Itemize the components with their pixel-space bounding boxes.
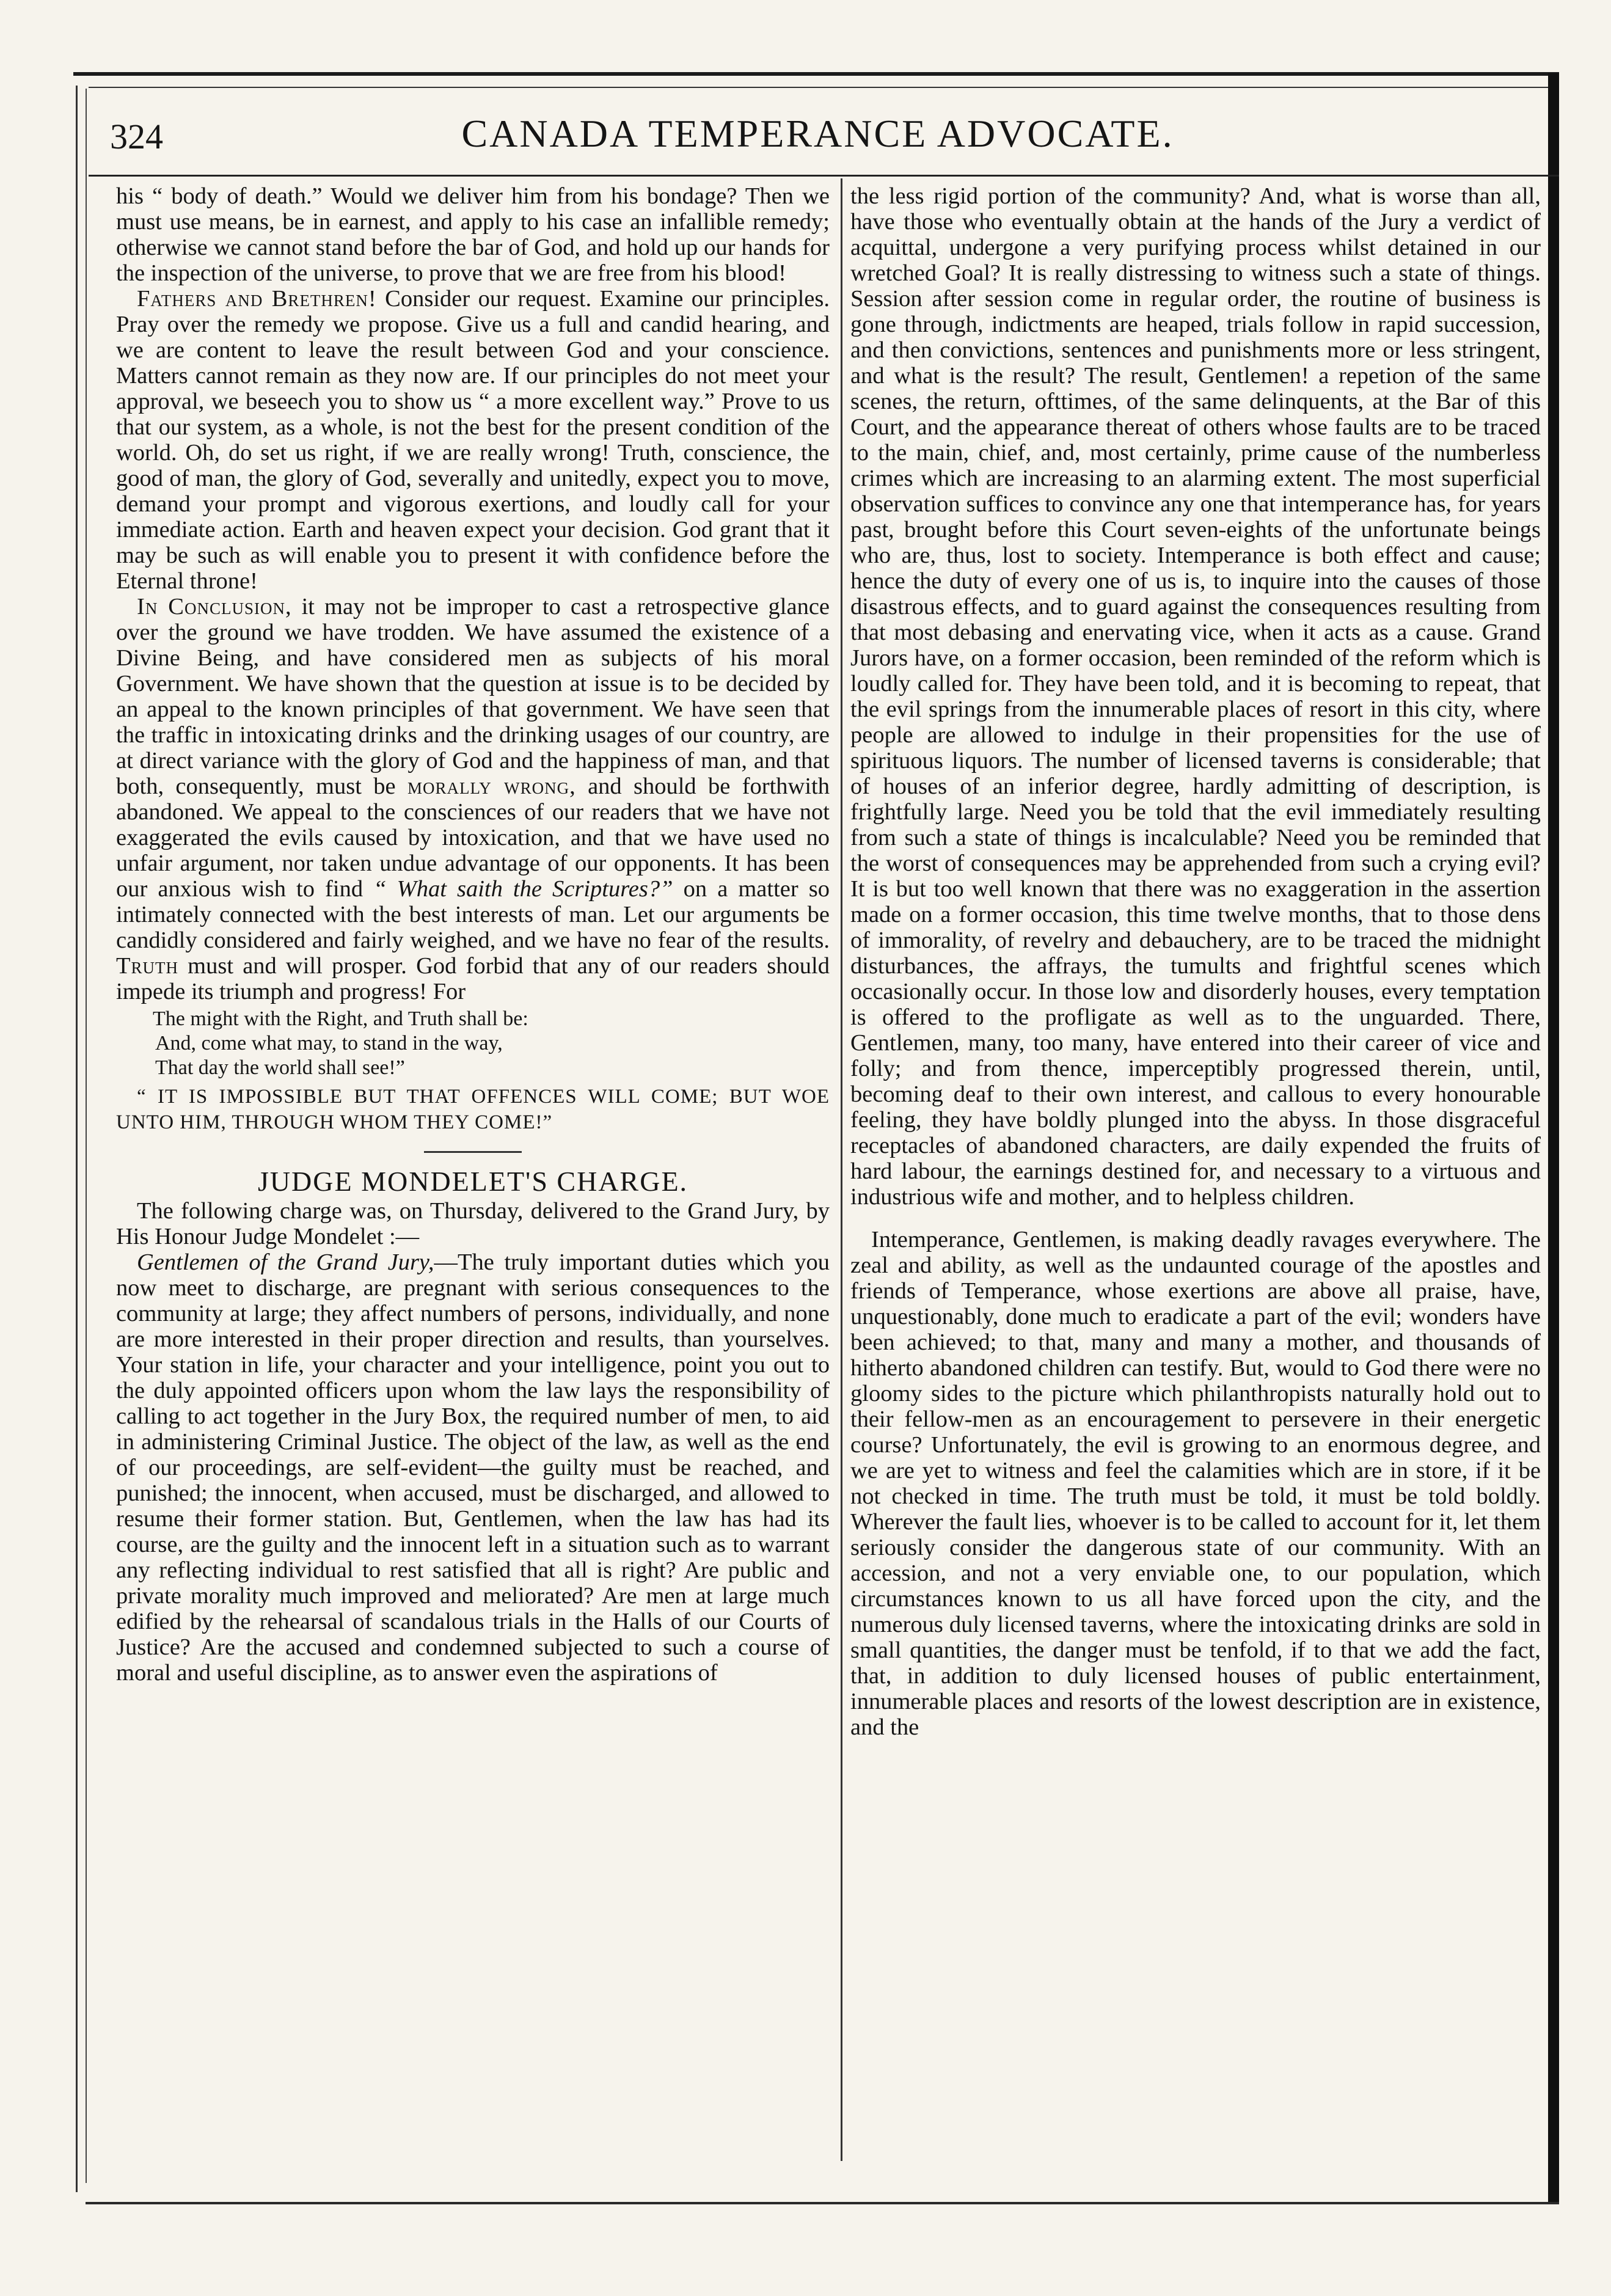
paragraph-text: and should be forthwith abandoned. We appeal to the consciences of our readers that we have not exaggerated the evils caused by intoxication, and that we have used no unfair argument, nor taken undue advantage of our opponents. It has been our anxious wish to find <box>116 773 830 902</box>
paragraph-text: —The truly important duties which you now meet to discharge, are pregnant with serious consequences to the community at large; they affect numbers of persons, individually, and none are more interested in their proper direction and results, than yourselves. Your station in life, your character and your intelligence, point you out to the duly appointed officers upon whom the law lays the responsibility of calling to act together in the Jury Box, the required number of men, to aid in administering Criminal Justice. The object of the law, as well as the end of our proceedings, are self-evident—the guilty must be reached, and punished; the innocent, when accused, must be discharged, and allowed to resume their former station. But, Gentlemen, when the law has had its course, are the guilty and the innocent left in a situation such as to warrant any reflecting individual to rest satisfied that all is right? Are public and private morality much improved and meliorated? Are men at large much edified by the rehearsal of scandalous trials in the Halls of our Courts of Justice? Are the accused and condemned subjected to such a course of moral and useful discipline, as to answer even the aspirations of <box>116 1249 830 1686</box>
paragraph <box>116 286 830 594</box>
paragraph-text: it may not be improper to cast a retrospective glance over the ground we have trodden. We have assumed the existence of a Divine Being, and have considered men as subjects of his moral Government. We have shown that the question at issue is to be decided by an appeal to the known principles of that government. We have seen that the traffic in intoxicating drinks and the drinking usages of our country, are at direct variance with the glory of God and the happiness of man, and that both, consequently, must be <box>116 594 830 799</box>
closing-scripture: “ IT IS IMPOSSIBLE BUT THAT OFFENCES WILL COME; BUT WOE UNTO HIM, THROUGH WHOM THEY COME!” <box>116 1086 830 1133</box>
paragraph: the less rigid portion of the community? And, what is worse than all, have those who eventually obtain at the hands of the Jury a verdict of acquittal, undergone a very purifying process whilst detained in our wretched Goal? It is really distressing to witness such a state of things. Session after session come in regular order, the routine of business is gone through, indictments are heaped, trials follow in rapid succession, and then convictions, sentences and punishments more or less stringent, and what is the result? The result, Gentlemen! a repetion of the same scenes, the return, ofttimes, of the same delinquents, at the Bar of this Court, and the appearance thereat of others whose faults are to be traced to the main, chief, and, most certainly, prime cause of the numberless crimes which are increasing to an alarming extent. The most superficial observation suffices to convince any one that intemperance has, for years past, brought before this Court seven-eights of the unfortunate beings who are, thus, lost to society. Intemperance is both effect and cause; hence the duty of every one of us is, to inquire into the causes of those disastrous effects, and to guard against the consequences resulting from that most debasing and enervating vice, when it acts as a cause. Grand Jurors have, on a former occasion, been reminded of the reform which is loudly called for. They have been told, and it is becoming to repeat, that the evil springs from the innumerable places of resort in this city, where people are allowed to indulge in their propensities for the use of spirituous liquors. The number of licensed taverns is considerable; that of houses of an inferior degree, hardly admitting of description, is frightfully large. Need you be told that the evil immediately resulting from such a state of things is incalculable? Need you be reminded that the worst of consequences may be apprehended from such a crying evil? It is but too well known that there was no exaggeration in the assertion made on a former occasion, this time twelve months, that to those dens of immorality, of revelry and debauchery, are to be traced the midnight disturbances, the affrays, the tumults and frightful scenes which occasionally occur. In those low and disorderly houses, every temptation is offered to the profligate as well as to the unguarded. There, Gentlemen, many, too many, have entered into their career of vice and folly; and from thence, imperceptibly progressed therein, until, becoming deaf to their own interest, and callous to every honourable feeling, they have boldly plunged into the abyss. In those disgraceful receptacles of abandoned characters, are daily expended the fruits of hard labour, the earnings destined for, and necessary to a virtuous and industrious wife and mother, and to helpless children. <box>850 183 1541 1210</box>
lead-words: In Conclusion, <box>137 594 292 620</box>
section-separator <box>424 1151 522 1153</box>
emphasis: morally wrong, <box>407 773 576 799</box>
page-number: 324 <box>110 117 163 156</box>
top-border-rule <box>73 72 1559 76</box>
paragraph-text: must and will prosper. God forbid that any of our readers should impede its triumph and progress! For <box>116 953 830 1004</box>
italic-quote: “ What saith the Scriptures?” <box>373 876 673 902</box>
right-edge-shadow <box>1548 73 1559 2204</box>
header-rule <box>89 175 1559 177</box>
paragraph-text: Consider our request. Examine our principles. Pray over the remedy we propose. Give us a full and candid hearing, and we are content to leave the result between God and your conscience. Matters cannot remain as they now are. If our principles do not meet your approval, we beseech you to show us “ a more excellent way.” Prove to us that our system, as a whole, is not the best for the present condition of the world. Oh, do set us right, if we are really wrong! Truth, conscience, the good of man, the glory of God, severally and unitedly, expect you to move, demand your prompt and vigorous exertions, and loudly call for your immediate action. Earth and heaven expect your decision. God grant that it may be such as will enable you to present it with confidence before the Eternal throne! <box>116 286 830 594</box>
left-inner-rule <box>86 89 87 2183</box>
paragraph: his “ body of death.” Would we deliver him from his bondage? Then we must use means, be in earnest, and apply to his case an infallible remedy; otherwise we cannot stand before the bar of God, and hold up our hands for the inspection of the universe, to prove that we are free from his blood! <box>116 183 830 286</box>
paragraph: The following charge was, on Thursday, delivered to the Grand Jury, by His Honour Judge Mondelet :— <box>116 1198 830 1249</box>
salutation: Gentlemen of the Grand Jury, <box>137 1249 434 1275</box>
paragraph: Intemperance, Gentlemen, is making deadly ravages everywhere. The zeal and ability, as well as the undaunted courage of the apostles and friends of Temperance, whose exertions are above all praise, have, unquestionably, done much to eradicate a part of the evil; wonders have been achieved; to that, many and many a mother, and thousands of hitherto abandoned children can testify. But, would to God there were no gloomy sides to the picture which philanthropists naturally hold out to their fellow-men as an encouragement to persevere in their energetic course? Unfortunately, the evil is growing to an enormous degree, and we are yet to witness and feel the calamities which are in store, if it be not checked in time. The truth must be told, it must be told boldly. Wherever the fault lies, whoever is to be called to account for it, let them seriously consider the dangerous state of our community. With an accession, and not a very enviable one, to our population, which circumstances known to us all have forced upon the city, and the numerous duly licensed taverns, where the intoxicating drinks are sold in small quantities, the danger must be tenfold, if to that we add the fact, that, in addition to duly licensed houses of public entertainment, innumerable places and resorts of the lowest description are in existence, and the <box>850 1227 1541 1740</box>
emphasis: Truth <box>116 953 179 979</box>
page-header <box>92 111 1544 170</box>
column-divider <box>841 178 842 2161</box>
paragraph <box>116 594 830 1004</box>
lead-words: Fathers and Brethren! <box>137 286 377 312</box>
verse-quote <box>153 1007 830 1080</box>
bottom-border-rule <box>86 2202 1559 2204</box>
verse-line: And, come what may, to stand in the way, <box>155 1032 503 1055</box>
running-title: CANADA TEMPERANCE ADVOCATE. <box>461 112 1174 155</box>
right-column <box>850 183 1541 2163</box>
section-title: JUDGE MONDELET'S CHARGE. <box>257 1166 689 1197</box>
top-inner-rule <box>89 87 1559 88</box>
verse-line: That day the world shall see!” <box>155 1056 405 1079</box>
paragraph-text: on a matter so intimately connected with the best interests of man. Let our arguments be candidly considered and fairly weighed, and we have no fear of the results. <box>116 876 830 953</box>
paragraph <box>116 1249 830 1686</box>
verse-line: The might with the Right, and Truth shall be: <box>153 1007 528 1030</box>
left-column <box>116 183 830 2163</box>
left-border-rule <box>76 86 78 2192</box>
